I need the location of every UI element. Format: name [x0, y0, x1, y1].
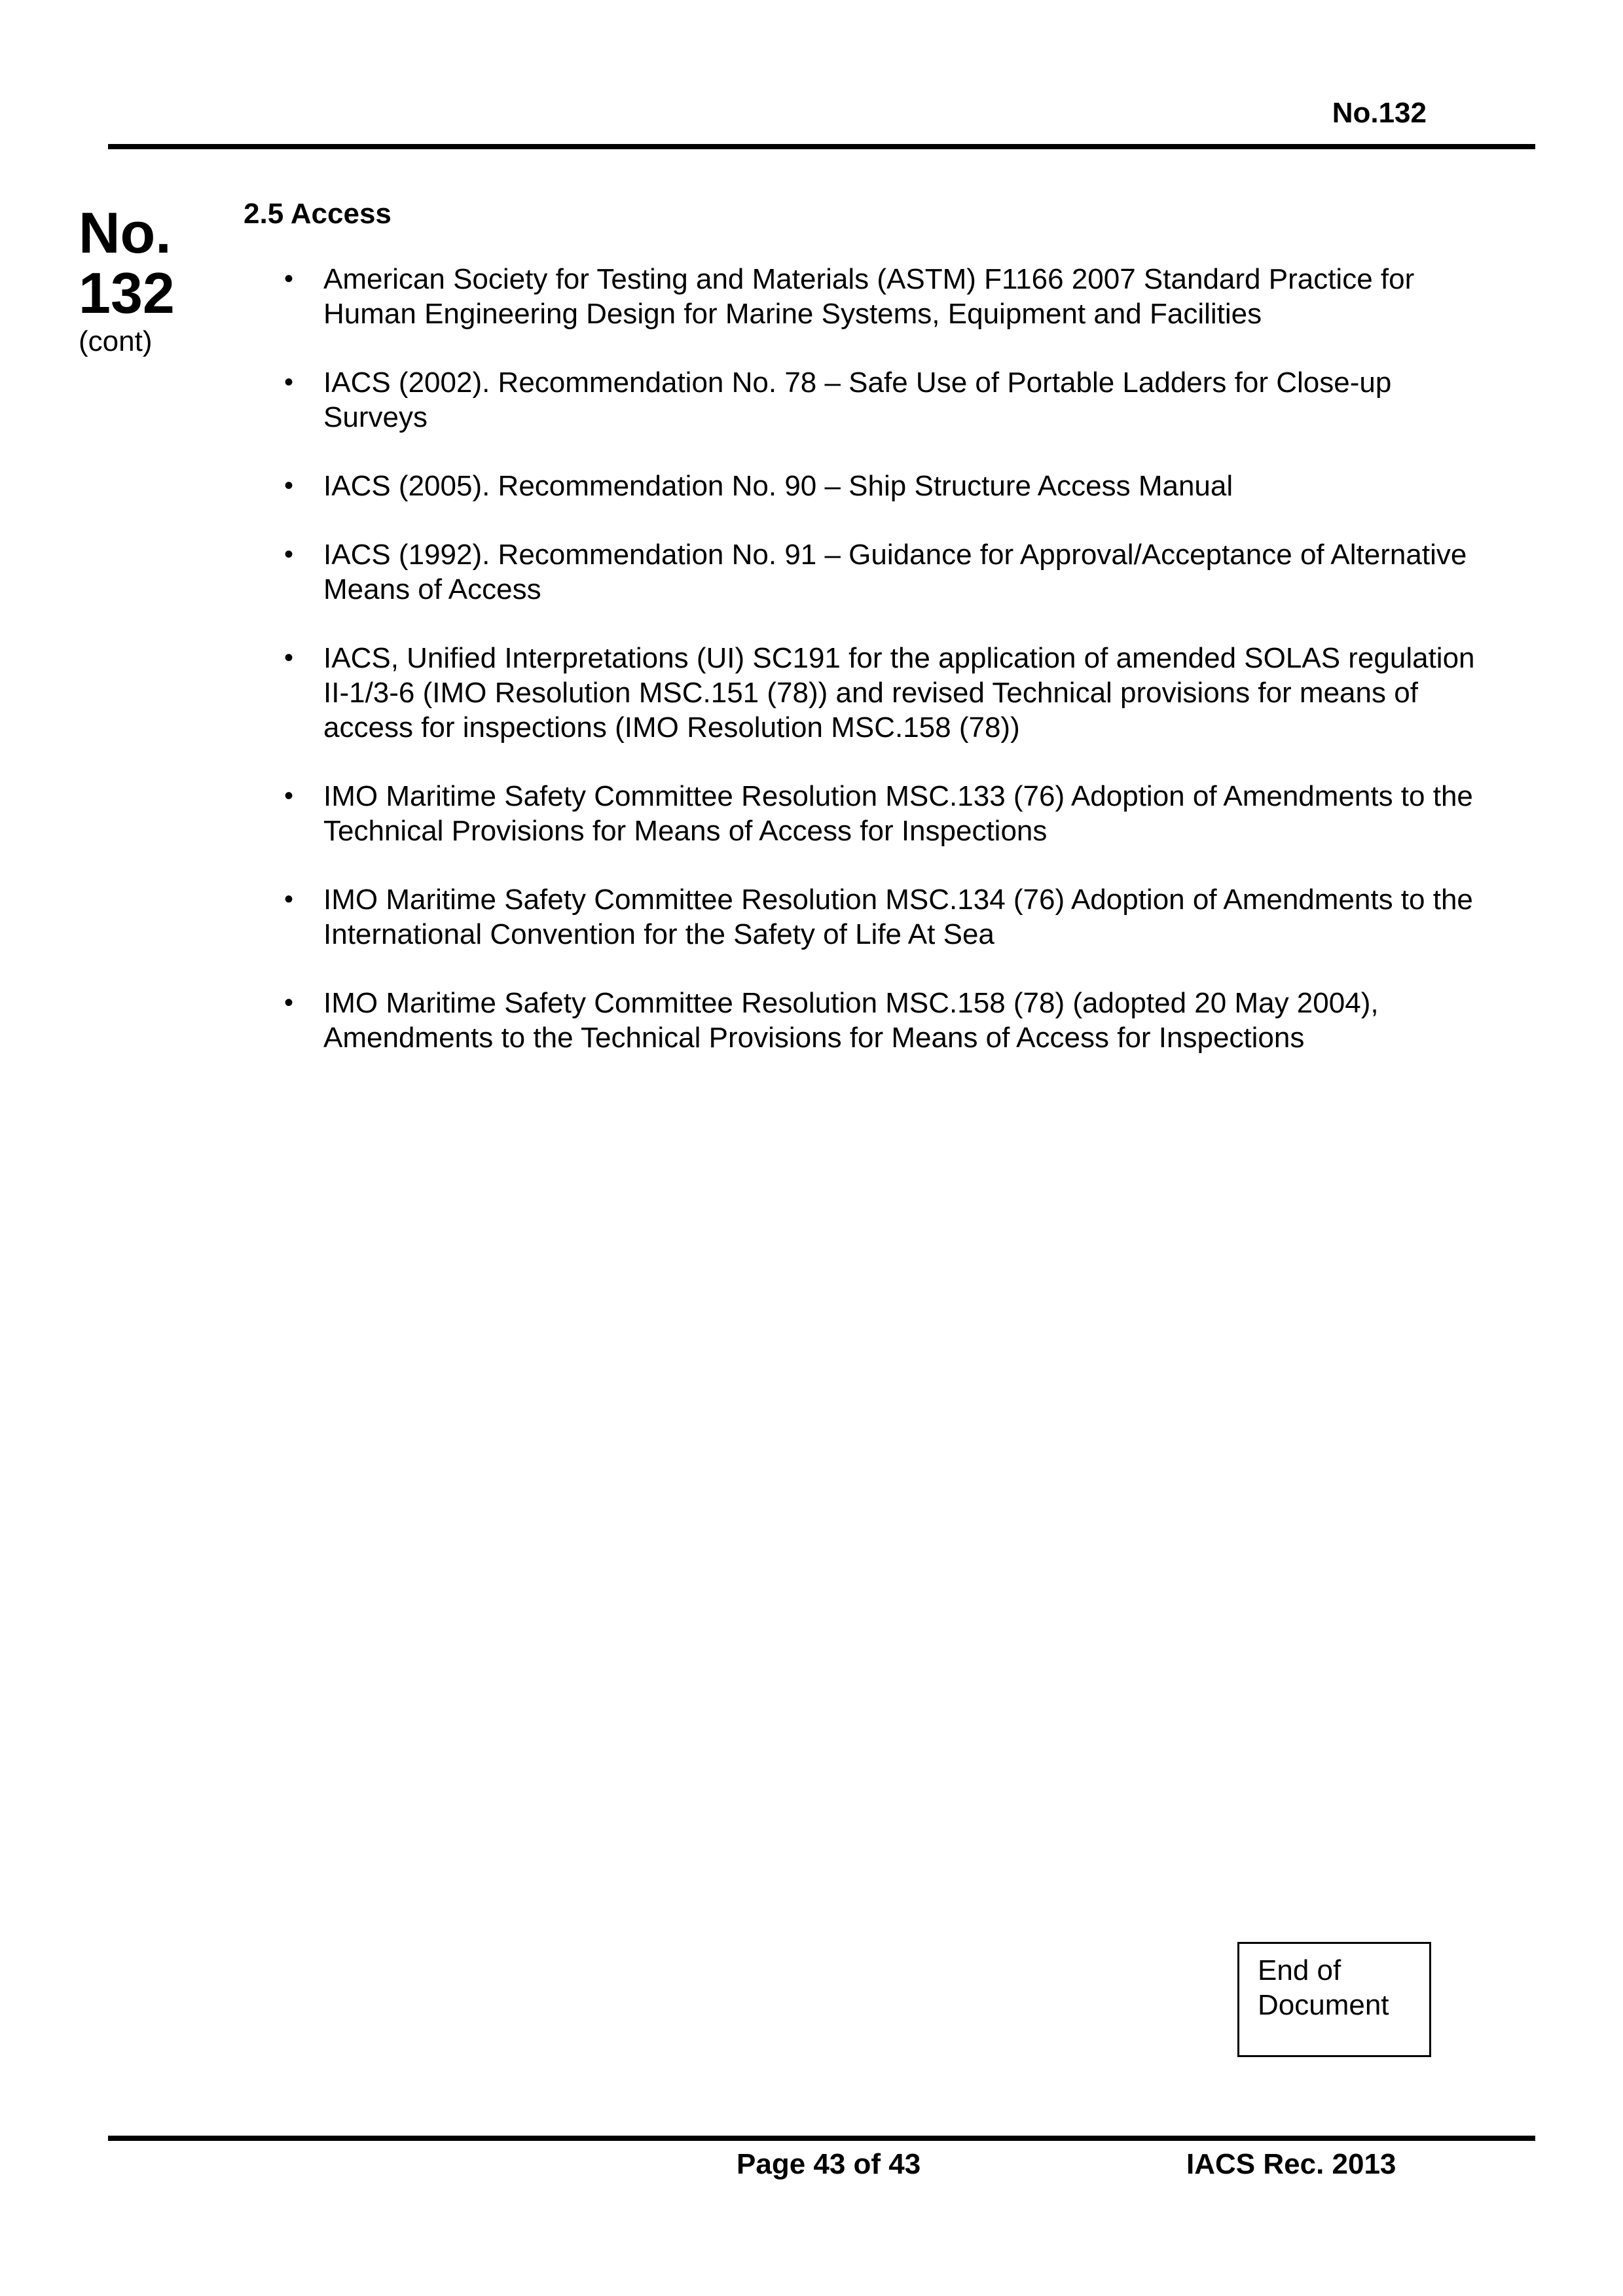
footer-rec-label: IACS Rec. 2013 [1186, 2148, 1396, 2180]
reference-item [244, 365, 1494, 435]
side-label-no: No. [79, 200, 172, 265]
reference-item [244, 537, 1494, 607]
reference-text: IMO Maritime Safety Committee Resolution MSC.133 (76) Adoption of Amendments to the Technical Provisions for Means of Access for Inspections [323, 780, 1473, 847]
bullet-icon: • [284, 643, 294, 672]
reference-item [244, 779, 1494, 848]
side-label-cont: (cont) [79, 325, 153, 357]
end-box-line1: End of [1258, 1954, 1341, 1986]
reference-item [244, 641, 1494, 745]
reference-item [244, 469, 1494, 503]
footer-rule [108, 2136, 1535, 2141]
bullet-icon: • [284, 471, 294, 500]
side-label-number: 132 [79, 260, 175, 325]
reference-text: IACS (1992). Recommendation No. 91 – Guidance for Approval/Acceptance of Alternative Means of Access [323, 539, 1467, 605]
reference-text: IMO Maritime Safety Committee Resolution MSC.158 (78) (adopted 20 May 2004), Amendments to the Technical Provisions for Means of Access for Inspections [323, 987, 1379, 1054]
header-doc-number: No.132 [1332, 97, 1427, 129]
reference-text: IACS (2005). Recommendation No. 90 – Ship Structure Access Manual [323, 470, 1233, 502]
footer-page-number: Page 43 of 43 [737, 2148, 921, 2180]
section-heading: 2.5 Access [244, 198, 392, 230]
bullet-icon: • [284, 988, 294, 1017]
end-box-line2: Document [1258, 1989, 1389, 2021]
reference-list [244, 262, 1494, 1055]
bullet-icon: • [284, 368, 294, 397]
header-rule [108, 144, 1535, 149]
reference-item [244, 262, 1494, 331]
main-content [244, 196, 1494, 1089]
bullet-icon: • [284, 264, 294, 293]
end-of-document-box [1237, 1942, 1431, 2057]
reference-text: IMO Maritime Safety Committee Resolution MSC.134 (76) Adoption of Amendments to the International Convention for the Safety of Life At Sea [323, 884, 1473, 950]
reference-item [244, 986, 1494, 1055]
reference-text: IACS, Unified Interpretations (UI) SC191 for the application of amended SOLAS regulation II-1/3-6 (IMO Resolution MSC.151 (78)) and revised Technical provisions for means of access for inspections (IMO Resolution MSC.158 (78)) [323, 642, 1475, 744]
reference-item [244, 882, 1494, 952]
reference-text: American Society for Testing and Materials (ASTM) F1166 2007 Standard Practice for Human Engineering Design for Marine Systems, Equipment and Facilities [323, 263, 1415, 330]
bullet-icon: • [284, 540, 294, 569]
side-label [79, 200, 175, 360]
bullet-icon: • [284, 885, 294, 914]
reference-text: IACS (2002). Recommendation No. 78 – Safe Use of Portable Ladders for Close-up Surveys [323, 367, 1392, 433]
bullet-icon: • [284, 781, 294, 810]
